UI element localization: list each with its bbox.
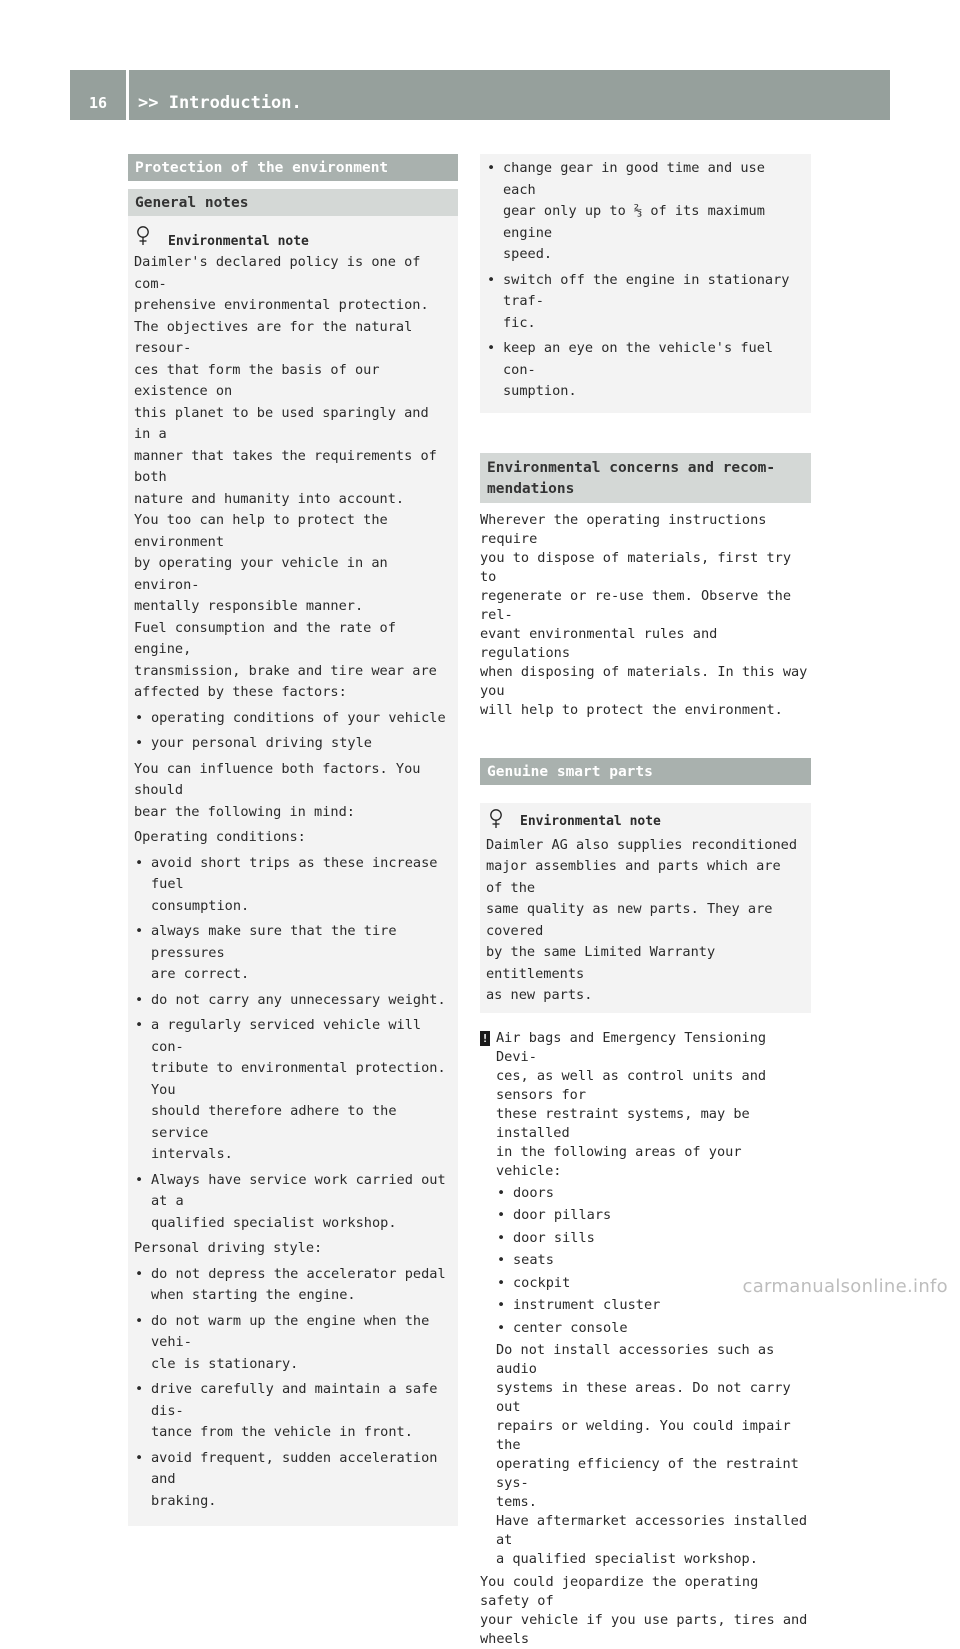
bullet-dot: •: [497, 1252, 506, 1268]
text-line: this planet to be used sparingly and in a: [134, 404, 429, 442]
bullet-dot: •: [135, 1171, 144, 1188]
header-divider: [126, 70, 129, 120]
text-line: bear the following in mind:: [134, 803, 355, 820]
warning-block: [480, 1029, 811, 1570]
text-line: Daimler AG also supplies reconditioned: [486, 836, 797, 853]
bullet-line: door pillars: [513, 1207, 612, 1223]
bullet-item: [486, 338, 805, 403]
closing-text: [480, 1573, 811, 1649]
operating-list: [134, 853, 452, 1235]
bullet-line: drive carefully and maintain a safe dis-: [151, 1381, 438, 1419]
text-line: as new parts.: [486, 987, 593, 1003]
text-line: you to dispose of materials, first try to: [480, 549, 791, 585]
text-line: systems in these areas. Do not carry out: [496, 1380, 791, 1415]
driving-list-continued: [486, 158, 805, 403]
bullet-dot: •: [135, 735, 144, 751]
bullet-line: Always have service work carried out at a: [151, 1171, 446, 1209]
bullet-item: [134, 990, 452, 1012]
text-line: these restraint systems, may be installed: [496, 1105, 750, 1141]
bullet-line: center console: [513, 1319, 628, 1336]
bullet-line: cle is stationary.: [151, 1355, 299, 1372]
driving-label: Personal driving style:: [134, 1240, 323, 1256]
bullet-line: tribute to environmental protection. You: [151, 1060, 446, 1098]
areas-list: [480, 1184, 811, 1338]
bullet-dot: •: [487, 160, 496, 176]
text-line: regenerate or re-use them. Observe the rel-: [480, 587, 791, 623]
bullet-line: gear only up to ⅔ of its maximum engine: [503, 203, 765, 241]
bullet-line: doors: [513, 1184, 554, 1201]
factors-list: [134, 708, 452, 755]
text-line: your vehicle if you use parts, tires and wheels: [480, 1612, 808, 1647]
parts-note-text: [486, 835, 805, 1007]
bullet-dot: •: [497, 1207, 506, 1223]
exclamation-icon: !: [481, 1031, 489, 1045]
bullet-line: should therefore adhere to the service: [151, 1103, 397, 1141]
bullet-item: [134, 853, 452, 918]
bullet-dot: •: [135, 1312, 144, 1329]
warning-text: [480, 1029, 811, 1181]
page-number: 16: [88, 94, 108, 112]
text-line: transmission, brake and tire wear are: [134, 662, 437, 679]
bullet-dot: •: [135, 709, 144, 726]
text-line: Fuel consumption and the rate of engine,: [134, 619, 396, 657]
concerns-title: [480, 453, 811, 503]
influence-text: [134, 759, 452, 824]
bullet-item: [134, 1448, 452, 1513]
bullet-line: do not depress the accelerator pedal: [151, 1265, 446, 1282]
bullet-dot: •: [135, 1017, 144, 1033]
concerns-title-line: mendations: [487, 480, 575, 497]
bulb-icon: [489, 809, 503, 829]
operating-label: Operating conditions:: [134, 829, 306, 845]
left-column: [128, 154, 458, 1526]
bullet-dot: •: [497, 1297, 506, 1313]
bullet-line: consumption.: [151, 897, 250, 914]
section-title: Protection of the environment: [128, 154, 458, 181]
bullet-item: [134, 1170, 452, 1235]
note-heading: [486, 809, 805, 833]
bullet-item: [486, 270, 805, 335]
bullet-line: braking.: [151, 1492, 217, 1509]
text-line: ces, as well as control units and sensors for: [496, 1067, 767, 1103]
text-line: operating efficiency of the restraint sys-: [496, 1456, 799, 1491]
bullet-line: sumption.: [503, 383, 577, 399]
text-line: Air bags and Emergency Tensioning Devi-: [496, 1029, 767, 1065]
bullet-line: cockpit: [513, 1274, 571, 1291]
bullet-line: change gear in good time and use each: [503, 160, 765, 198]
bullet-item: [496, 1206, 811, 1225]
bullet-dot: •: [497, 1319, 506, 1336]
text-line: major assemblies and parts which are of the: [486, 858, 781, 896]
driving-list: [134, 1264, 452, 1513]
bullet-dot: •: [135, 854, 144, 871]
bullet-line: a regularly serviced vehicle will con-: [151, 1017, 422, 1055]
bullet-line: door sills: [513, 1229, 595, 1246]
note-title: Environmental note: [520, 813, 661, 829]
text-line: in the following areas of your vehicle:: [496, 1143, 742, 1179]
intro-text: [134, 252, 452, 704]
note-title: Environmental note: [168, 234, 309, 249]
bullet-item: [496, 1251, 811, 1270]
bullet-item: [134, 921, 452, 986]
bullet-line: do not carry any unnecessary weight.: [151, 991, 446, 1008]
text-line: Daimler's declared policy is one of com-: [134, 254, 421, 292]
text-line: tems.: [496, 1494, 537, 1510]
chapter-title: >> Introduction.: [138, 93, 302, 113]
driving-cont-box: [480, 154, 811, 413]
bullet-dot: •: [497, 1229, 506, 1246]
text-line: a qualified specialist workshop.: [496, 1551, 758, 1567]
concerns-title-line: Environmental concerns and recom-: [487, 459, 776, 476]
text-line: nature and humanity into account.: [134, 490, 405, 507]
bullet-line: avoid frequent, sudden acceleration and: [151, 1449, 438, 1487]
bullet-dot: •: [135, 923, 144, 939]
bullet-item: [496, 1229, 811, 1248]
bullet-line: qualified specialist workshop.: [151, 1214, 397, 1231]
text-line: You could jeopardize the operating safety of: [480, 1574, 759, 1609]
text-line: by the same Limited Warranty entitlements: [486, 944, 716, 982]
bullet-line: when starting the engine.: [151, 1287, 356, 1303]
watermark: carmanualsonline.info: [742, 1276, 948, 1297]
bullet-dot: •: [487, 340, 496, 356]
text-line: mentally responsible manner.: [134, 598, 364, 614]
bullet-line: speed.: [503, 246, 553, 262]
text-line: prehensive environmental protection.: [134, 297, 429, 313]
text-line: Wherever the operating instructions require: [480, 511, 767, 547]
bullet-dot: •: [135, 1449, 144, 1466]
bullet-line: intervals.: [151, 1146, 233, 1162]
bullet-line: operating conditions of your vehicle: [151, 709, 446, 726]
right-column: [480, 154, 811, 1649]
bullet-line: tance from the vehicle in front.: [151, 1424, 413, 1440]
text-line: affected by these factors:: [134, 684, 347, 700]
text-line: Have aftermarket accessories installed at: [496, 1513, 807, 1548]
bullet-dot: •: [487, 271, 496, 288]
bullet-item: [496, 1319, 811, 1338]
text-line: manner that takes the requirements of both: [134, 447, 437, 485]
general-notes-box: [128, 189, 458, 1526]
bullet-item: [134, 1379, 452, 1444]
concerns-text: [480, 511, 811, 720]
text-line: will help to protect the environment.: [480, 701, 783, 718]
text-line: repairs or welding. You could impair the: [496, 1418, 791, 1453]
bullet-line: keep an eye on the vehicle's fuel con-: [503, 340, 774, 378]
bullet-item: [134, 1264, 452, 1307]
bullet-item: [134, 1311, 452, 1376]
bullet-dot: •: [497, 1274, 506, 1291]
bullet-dot: •: [135, 1381, 144, 1397]
text-line: You too can help to protect the environment: [134, 512, 388, 550]
bullet-line: are correct.: [151, 966, 250, 982]
text-line: ces that form the basis of our existence on: [134, 361, 380, 399]
bullet-line: switch off the engine in stationary traf-: [503, 271, 790, 309]
bullet-item: [134, 1015, 452, 1166]
text-line: You can influence both factors. You should: [134, 760, 421, 798]
bullet-line: avoid short trips as these increase fuel: [151, 854, 438, 892]
bullet-line: do not warm up the engine when the vehi-: [151, 1312, 430, 1350]
warning-text-2: [480, 1341, 811, 1569]
bullet-line: always make sure that the tire pressures: [151, 923, 397, 961]
note-heading: [134, 224, 452, 252]
text-line: Do not install accessories such as audio: [496, 1342, 775, 1377]
bullet-item: [496, 1184, 811, 1203]
bullet-line: fic.: [503, 314, 536, 331]
bullet-dot: •: [497, 1184, 506, 1201]
subsection-title: General notes: [128, 189, 458, 216]
bulb-icon: [136, 226, 150, 246]
bullet-item: [496, 1296, 811, 1315]
bullet-line: your personal driving style: [151, 735, 372, 751]
parts-note-box: [480, 803, 811, 1013]
text-line: evant environmental rules and regulations: [480, 625, 718, 661]
text-line: when disposing of materials. In this way you: [480, 663, 808, 699]
bullet-dot: •: [135, 1265, 144, 1282]
bullet-line: instrument cluster: [513, 1297, 661, 1313]
bullet-item: [134, 708, 452, 730]
bullet-dot: •: [135, 991, 144, 1008]
text-line: The objectives are for the natural resour-: [134, 318, 413, 356]
bullet-line: seats: [513, 1252, 554, 1268]
text-line: by operating your vehicle in an environ-: [134, 555, 388, 593]
bullet-item: [134, 733, 452, 755]
parts-title: Genuine smart parts: [480, 758, 811, 785]
text-line: same quality as new parts. They are covered: [486, 901, 773, 939]
bullet-item: [486, 158, 805, 266]
